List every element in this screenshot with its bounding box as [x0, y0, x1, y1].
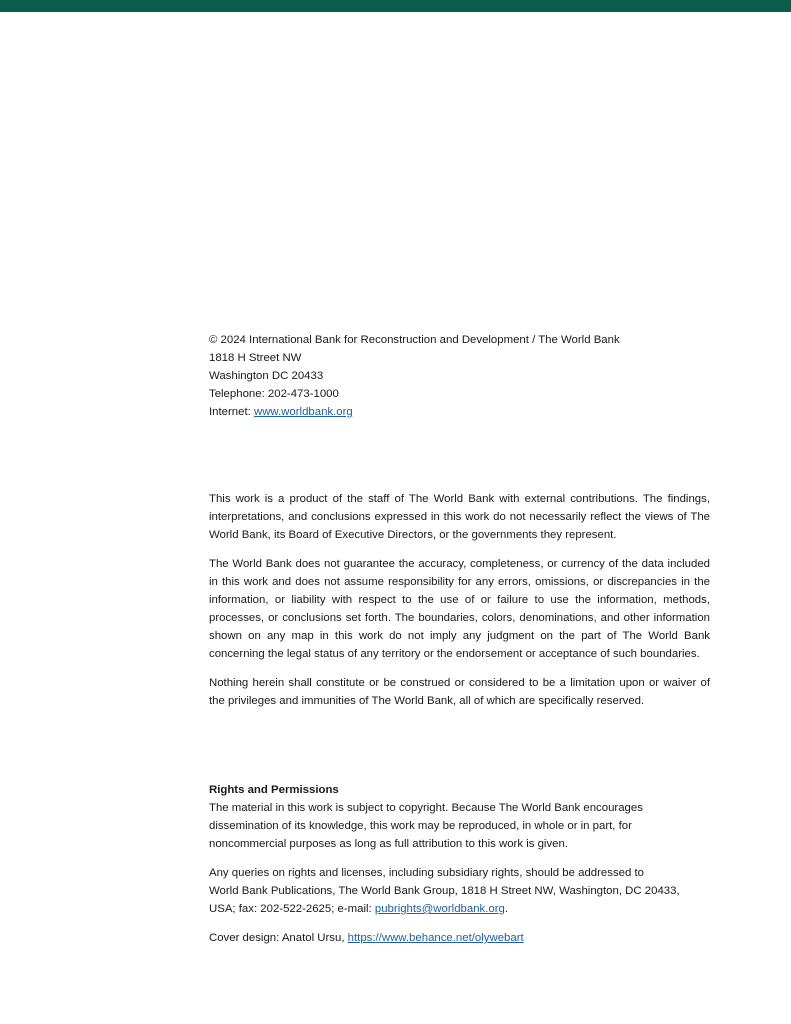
rights-block	[209, 781, 710, 958]
rights-p2-line3: USA; fax: 202-522-2625; e-mail:	[209, 903, 375, 915]
internet-line	[209, 403, 710, 421]
street-address: 1818 H Street NW	[209, 352, 302, 364]
rights-p1-line2: dissemination of its knowledge, this work may be reproduced, in whole or in part, for	[209, 820, 632, 832]
city-address: Washington DC 20433	[209, 370, 324, 382]
internet-label: Internet:	[209, 406, 254, 418]
rights-heading: Rights and Permissions	[209, 784, 339, 796]
behance-link[interactable]: https://www.behance.net/olywebart	[347, 932, 524, 944]
rights-p2-line2: World Bank Publications, The World Bank Group, 1818 H Street NW, Washington, DC 20433,	[209, 885, 680, 897]
rights-paragraph-2	[209, 864, 710, 918]
pubrights-email-link[interactable]: pubrights@worldbank.org	[374, 903, 505, 915]
rights-p2-suffix: .	[504, 903, 509, 915]
rights-paragraph-1	[209, 799, 710, 853]
disclaimer-paragraph-2: The World Bank does not guarantee the accuracy, completeness, or currency of the data included in this work and does not assume responsibility for any errors, omissions, or discrepancies in the information, or liability with respect to the use of or failure to use the information, methods, processes, or conclusions set forth. The boundaries, colors, denominations, and other information shown on any map in this work do not imply any judgment on the part of The World Bank concerning the legal status of any territory or the endorsement or acceptance of such boundaries.	[209, 558, 710, 660]
telephone: Telephone: 202-473-1000	[209, 388, 339, 400]
rights-p2-line1: Any queries on rights and licenses, including subsidiary rights, should be addressed to	[209, 867, 644, 879]
top-color-bar	[0, 0, 791, 12]
disclaimer-paragraph-1: This work is a product of the staff of The World Bank with external contributions. The findings, interpretations, and conclusions expressed in this work do not necessarily reflect the views of The World Bank, its Board of Executive Directors, or the governments they represent.	[209, 493, 710, 541]
disclaimer-paragraph-3: Nothing herein shall constitute or be construed or considered to be a limitation upon or waiver of the privileges and immunities of The World Bank, all of which are specifically reserved.	[209, 677, 710, 707]
worldbank-link[interactable]: www.worldbank.org	[253, 406, 353, 418]
cover-design-label: Cover design: Anatol Ursu,	[209, 932, 348, 944]
cover-design-line	[209, 929, 710, 947]
disclaimer-block	[209, 490, 710, 721]
copyright-block	[209, 331, 710, 421]
rights-p1-line3: noncommercial purposes as long as full attribution to this work is given.	[209, 838, 568, 850]
copyright-line: © 2024 International Bank for Reconstruction and Development / The World Bank	[209, 334, 620, 346]
rights-p1-line1: The material in this work is subject to copyright. Because The World Bank encourages	[209, 802, 643, 814]
